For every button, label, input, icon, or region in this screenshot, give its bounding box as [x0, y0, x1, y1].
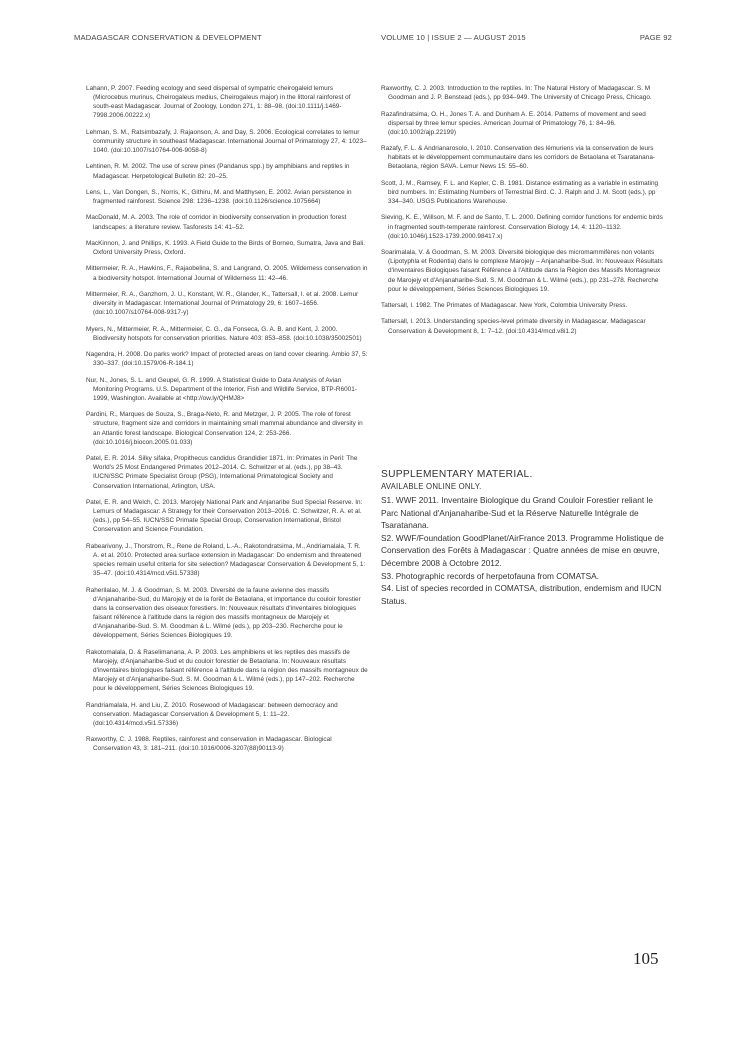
reference-entry: Lahann, P. 2007. Feeding ecology and seed dispersal of sympatric cheirogaleid lemurs (Microcebus murinus, Cheirogaleus medius, Cheirogaleus major) in the littoral rainforest of south-east Madagascar. Journal of Zoology, London 271, 1: 88–98. (doi:10.1111/j.1469-7998.2006.00222.x): [86, 85, 351, 120]
reference-entry: Sieving, K. E., Willson, M. F. and de Santo, T. L. 2000. Defining corridor functions for endemic birds in fragmented south-temperate rainforest. Conservation Biology 14, 4: 1120–1132. (doi:10.1046/j.1523-1739.2000.98417.x): [381, 214, 663, 240]
references-right-column: [381, 84, 666, 343]
page-label: PAGE 92: [639, 33, 672, 42]
reference-entry: Randriamalala, H. and Liu, Z. 2010. Rosewood of Madagascar: between democracy and conservation. Madagascar Conservation & Development 5, 1: 11–22. (doi:10.4314/mcd.v5i1.57336): [86, 701, 338, 727]
reference-entry: Raxworthy, C. J. 1988. Reptiles, rainforest and conservation in Madagascar. Biological Conservation 43, 3: 181–211. (doi:10.1016/0006-3207(88)90113-9): [86, 736, 332, 753]
reference-entry: Lehman, S. M., Ratsimbazafy, J. Rajaonson, A. and Day, S. 2006. Ecological correlates to lemur community structure in southeast Madagascar. International Journal of Primatology 27, 4: 1023–1040. (doi:10.1007/s10764-006-9058-8): [86, 128, 367, 155]
reference-entry: Tattersall, I. 2013. Understanding species-level primate diversity in Madagascar. Madagascar Conservation & Development 8, 1: 7–12. (doi:10.4314/mcd.v8i1.2): [381, 318, 646, 335]
reference-entry: Pardini, R., Marques de Souza, S., Braga-Neto, R. and Metzger, J. P. 2005. The role of forest structure, fragment size and corridors in maintaining small mammal abundance and diversity in an Atlantic forest landscape. Biological Conservation 124, 2: 253-266. (doi:10.1016/j.biocon.2005.01.033): [86, 411, 363, 446]
reference-entry: MacKinnon, J. and Phillips, K. 1993. A Field Guide to the Birds of Borneo, Sumatra, Java and Bali. Oxford University Press, Oxford.: [86, 239, 366, 257]
journal-title: MADAGASCAR CONSERVATION & DEVELOPMENT: [74, 33, 262, 42]
reference-entry: Razafindratsima, O. H., Jones T. A. and Dunham A. E. 2014. Patterns of movement and seed dispersal by three lemur species. American Journal of Primatology 76, 1: 84–96. (doi:10.1002/ajp.22199): [381, 110, 646, 136]
reference-entry: Rabearivony, J., Thorstrom, R., Rene de Roland, L.-A., Rakotondratsima, M., Andriamalala, T. R. A. et al. 2010. Protected area surface extension in Madagascar: Do endemism and threatened species remain useful criteria for site selection? Madagascar Conservation & Development 5, 1: 35–47. (doi:10.4314/mcd.v5i1.57338): [86, 542, 366, 578]
reference-entry: Mittermeier, R. A., Ganzhorn, J. U., Konstant, W. R., Glander, K., Tattersall, I. et al. 2008. Lemur diversity in Madagascar. International Journal of Primatology 29, 6: 1607–1656. (doi:10.1007/s10764-008-9317-y): [86, 290, 359, 317]
supplementary-item: S1. WWF 2011. Inventaire Biologique du Grand Couloir Forestier reliant le Parc National d'Anjanaharibe-Sud et la Réserve Naturelle Intégrale de Tsaratanana.: [381, 495, 653, 531]
reference-entry: Tattersall, I. 1982. The Primates of Madagascar. New York, Colombia University Press.: [381, 302, 628, 310]
supplementary-item: S4. List of species recorded in COMATSA, distribution, endemism and IUCN Status.: [381, 583, 662, 606]
supplementary-title: SUPPLEMENTARY MATERIAL.: [381, 469, 533, 480]
reference-entry: Raxworthy, C. J. 2003. Introduction to the reptiles. In: The Natural History of Madagascar. S. M Goodman and J. P. Benstead (eds.), pp 934–949. The University of Chicago Press, Chicago.: [381, 85, 652, 102]
reference-entry: Patel, E. R. and Welch, C. 2013. Marojejy National Park and Anjanaribe Sud Special Reserve. In: Lemurs of Madagascar: A Strategy for their Conservation 2013–2016. C. Schwitzer, R. A. et al. (eds.), pp 54–55. IUCN/SSC Primate Special Group, Conservation International, Bristol Conservation and Science Foundation.: [86, 498, 363, 534]
reference-entry: Myers, N., Mittermeier, R. A., Mittermeier, C. G., da Fonseca, G. A. B. and Kent, J. 2000. Biodiversity hotspots for conservation priorities. Nature 403: 853–858. (doi:10.1038/35002501): [86, 325, 362, 342]
reference-entry: Lehtinen, R. M. 2002. The use of screw pines (Pandanus spp.) by amphibians and reptiles in Madagascar. Herpetological Bulletin 82: 20–25.: [86, 163, 350, 180]
running-header: [74, 33, 672, 45]
supplementary-item: S3. Photographic records of herpetofauna from COMATSA.: [381, 570, 599, 581]
page-number: 105: [633, 949, 659, 968]
reference-entry: Raherilalao, M. J. & Goodman, S. M. 2003. Diversité de la faune avienne des massifs d'Anjanaharibe-Sud, du Marojejy et de la forêt de Betaolana, et importance du couloir forestier dans la conservation des oiseaux forestiers. In: Nouveaux résultats d'inventaires biologiques faisant référence à l'altitude dans la région des massifs montagneux de Marojejy et d'Anjanaharibe-Sud. S. M. Goodman & L. Wilmé (eds.), pp 203–230. Recherche pour le développement, Séries Sciences Biologiques 19.: [86, 586, 361, 640]
references-left-column: [86, 84, 368, 761]
reference-entry: Patel, E. R. 2014. Silky sifaka, Propithecus candidus Grandidier 1871. In: Primates in Peril: The World's 25 Most Endangered Primates 2012–2014. C. Schwitzer et al. (eds.), pp 38–43. IUCN/SSC Primate Specialist Group (PSG), International Primatological Society and Conservation International, Arlington, USA.: [86, 455, 358, 490]
reference-entry: Lens, L., Van Dongen, S., Norris, K., Githiru, M. and Matthysen, E. 2002. Avian persistence in fragmented rainforest. Science 298: 1236–1238. (doi:10.1126/science.1075664): [86, 188, 352, 206]
reference-entry: Mittermeier, R. A., Hawkins, F., Rajaobelina, S. and Langrand, O. 2005. Wilderness conservation in a biodiversity hotspot. International Journal of Wilderness 11: 42–46.: [86, 265, 368, 282]
supplementary-subtitle: AVAILABLE ONLINE ONLY.: [381, 482, 482, 491]
issue-info: VOLUME 10 | ISSUE 2 — AUGUST 2015: [381, 33, 526, 42]
supplementary-material: [381, 469, 667, 607]
reference-entry: Nagendra, H. 2008. Do parks work? Impact of protected areas on land cover clearing. Ambio 37, 5: 330–337. (doi:10.1579/06-R-184.1): [86, 351, 368, 368]
reference-entry: Scott, J. M., Ramsey, F. L. and Kepler, C. B. 1981. Distance estimating as a variable in estimating bird numbers. In: Estimating Numbers of Terrestrial Bird. C. J. Ralph and J. M. Scott (eds.), pp 334–340. USGS Publications Warehouse.: [381, 179, 659, 206]
reference-entry: Razafy, F. L. & Andrianarosolo, I. 2010. Conservation des lémuriens via la conservation de leurs habitats et le développement communautaire dans les corridors de Betaolana et Tsaratanana-Betaolana, région SAVA. Lemur News 15: 55–60.: [381, 145, 656, 171]
supplementary-item: S2. WWF/Foundation GoodPlanet/AirFrance 2013. Programme Holistique de Conservation des Forêts à Madagascar : Quatre années de mise en œuvre, Décembre 2008 à Octobre 2012.: [381, 532, 664, 568]
reference-entry: Rakotomalala, D. & Raselimanana, A. P. 2003. Les amphibiens et les reptiles des massifs de Marojejy, d'Anjanaharibe-Sud et du couloir forestier de Betaolana. In: Nouveaux résultats d'inventaires biologiques faisant référence à l'altitude dans la région des massifs montagneux de Marojejy et d'Anjanaharibe-Sud. S. M. Goodman & L. Wilmé (eds.), pp 147–202. Recherche pour le développement, Séries Sciences Biologiques 19.: [86, 648, 368, 693]
reference-entry: MacDonald, M. A. 2003. The role of corridor in biodiversity conservation in production forest landscapes: a literature review. Tasforests 14: 41–52.: [86, 214, 347, 231]
reference-entry: Soarimalala, V. & Goodman, S. M. 2003. Diversité biologique des micromammifères non volants (Lipotyphla et Rodentia) dans le complexe Marojejy – Anjanaharibe-Sud. In: Nouveaux Résultats d'inventaires Biologiques faisant Référence à l'Altitude dans la Région des Massifs Montagneux de Marojejy et d'Anjanaharibe-Sud. S. M. Goodman & L. Wilmé (eds.), pp 231–278. Recherche pour le développement, Séries Sciences Biologiques 19.: [381, 249, 663, 293]
reference-entry: Nur, N., Jones, S. L. and Geupel, G. R. 1999. A Statistical Guide to Data Analysis of Avian Monitoring Programs. U.S. Department of the Interior, Fish and Wildlife Service, BTP-R6001-1999, Washington. Available at <http://ow.ly/QHMJ8>: [86, 376, 357, 402]
